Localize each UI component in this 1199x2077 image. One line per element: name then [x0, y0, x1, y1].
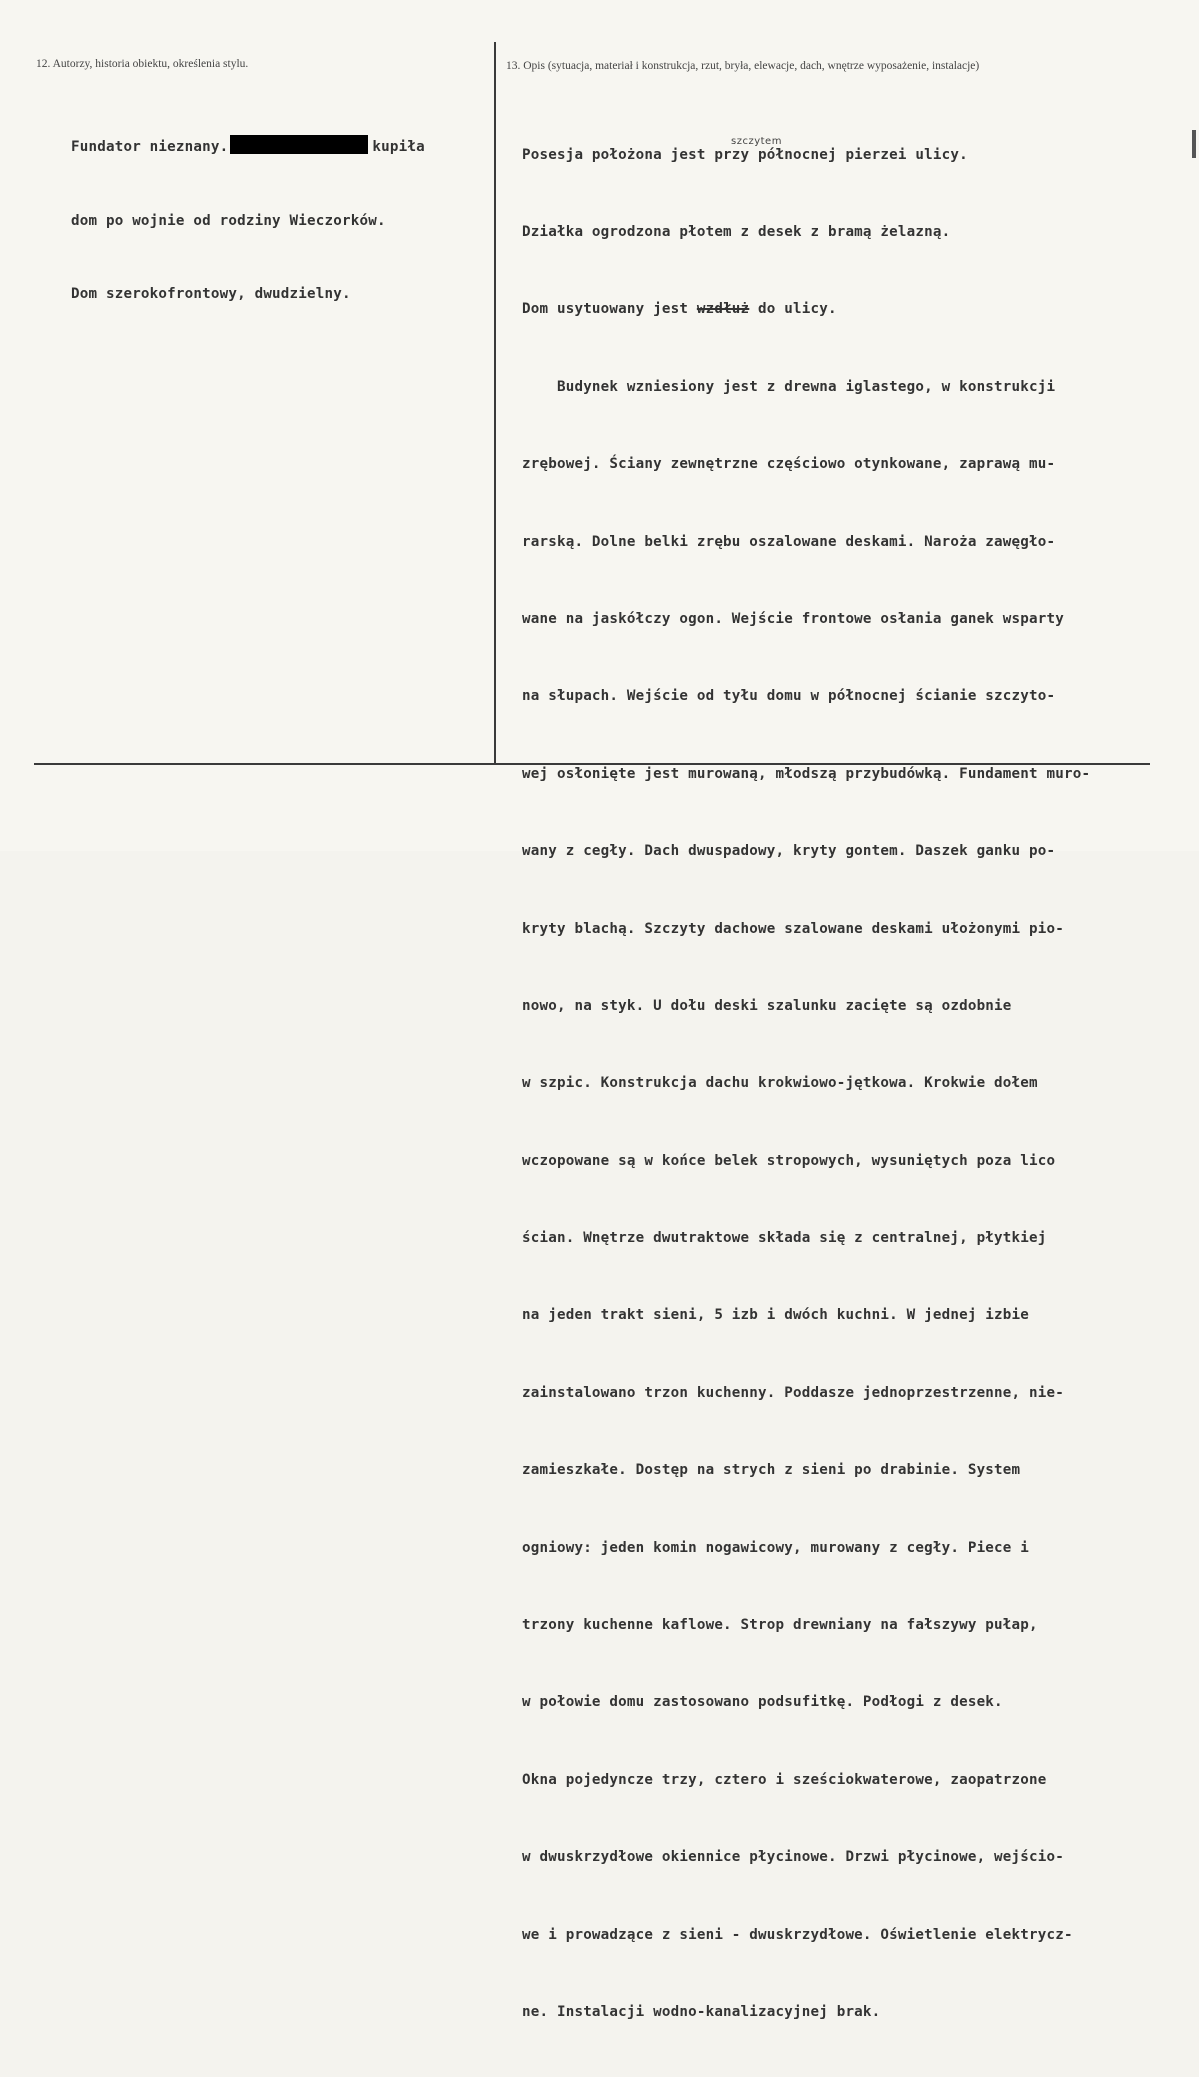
- text-line: ne. Instalacji wodno-kanalizacyjnej brak.: [522, 2003, 881, 2020]
- text-line: zamieszkałe. Dostęp na strych z sieni po drabinie. System: [522, 1462, 1021, 1479]
- edge-mark: [1192, 130, 1196, 158]
- text-line: [71, 135, 425, 160]
- text-line: Okna pojedyncze trzy, cztero i sześciokwaterowe, zaopatrzone: [522, 1771, 1047, 1788]
- text-line: w szpic. Konstrukcja dachu krokwiowo-jętkowa. Krokwie dołem: [522, 1075, 1038, 1092]
- text-line: Posesja położona jest przy północnej pierzei ulicy.: [522, 146, 968, 163]
- text-line: nowo, na styk. U dołu deski szalunku zacięte są ozdobnie: [522, 997, 1012, 1014]
- text-line: Budynek wzniesiony jest z drewna iglastego, w konstrukcji: [522, 378, 1056, 395]
- text-fragment: Dom usytuowany jest: [522, 301, 697, 318]
- section-13-text: [522, 91, 1090, 2077]
- text-line: wej osłonięte jest murowaną, młodszą przybudówką. Fundament muro-: [522, 765, 1091, 782]
- text-fragment: kupiła: [372, 139, 425, 155]
- text-line: zainstalowano trzon kuchenny. Poddasze jednoprzestrzenne, nie-: [522, 1384, 1064, 1401]
- text-line: kryty blachą. Szczyty dachowe szalowane deskami ułożonymi pio-: [522, 920, 1064, 937]
- text-line: w połowie domu zastosowano podsufitkę. Podłogi z desek.: [522, 1694, 1003, 1711]
- text-line: Dom szerokofrontowy, dwudzielny.: [71, 286, 351, 302]
- section-12-heading: 12. Autorzy, historia obiektu, określenia stylu.: [36, 58, 249, 70]
- text-fragment: do ulicy.: [749, 301, 837, 318]
- handwritten-correction: szczytem: [731, 136, 782, 147]
- text-line: wany z cegły. Dach dwuspadowy, kryty gontem. Daszek ganku po-: [522, 843, 1056, 860]
- text-line: na słupach. Wejście od tyłu domu w północnej ścianie szczyto-: [522, 688, 1056, 705]
- text-line: wczopowane są w końce belek stropowych, wysuniętych poza lico: [522, 1152, 1056, 1169]
- text-line: na jeden trakt sieni, 5 izb i dwóch kuchni. W jednej izbie: [522, 1307, 1030, 1324]
- text-line: w dwuskrzydłowe okiennice płycinowe. Drzwi płycinowe, wejścio-: [522, 1849, 1064, 1866]
- text-line: [522, 297, 1090, 323]
- text-line: trzony kuchenne kaflowe. Strop drewniany na fałszywy pułap,: [522, 1617, 1038, 1634]
- text-fragment: Fundator nieznany.: [71, 139, 229, 155]
- text-line: Działka ogrodzona płotem z desek z bramą żelazną.: [522, 223, 951, 240]
- column-divider: [494, 42, 496, 764]
- section-13-heading: 13. Opis (sytuacja, materiał i konstrukcja, rzut, bryła, elewacje, dach, wnętrze wyposażenie, instalacje): [506, 60, 980, 72]
- text-line: wane na jaskółczy ogon. Wejście frontowe osłania ganek wsparty: [522, 610, 1064, 627]
- redaction-box: [230, 135, 368, 154]
- text-line: rarską. Dolne belki zrębu oszalowane deskami. Naroża zawęgło-: [522, 533, 1056, 550]
- text-line: ogniowy: jeden komin nogawicowy, murowany z cegły. Piece i: [522, 1539, 1030, 1556]
- text-line: we i prowadzące z sieni - dwuskrzydłowe. Oświetlenie elektrycz-: [522, 1926, 1073, 1943]
- struck-word: wzdłuż: [696, 301, 750, 318]
- text-line: dom po wojnie od rodziny Wieczorków.: [71, 212, 386, 229]
- text-line: ścian. Wnętrze dwutraktowe składa się z centralnej, płytkiej: [522, 1230, 1047, 1247]
- text-line: zrębowej. Ściany zewnętrzne częściowo otynkowane, zaprawą mu-: [522, 456, 1056, 473]
- section-12-text: [71, 86, 425, 356]
